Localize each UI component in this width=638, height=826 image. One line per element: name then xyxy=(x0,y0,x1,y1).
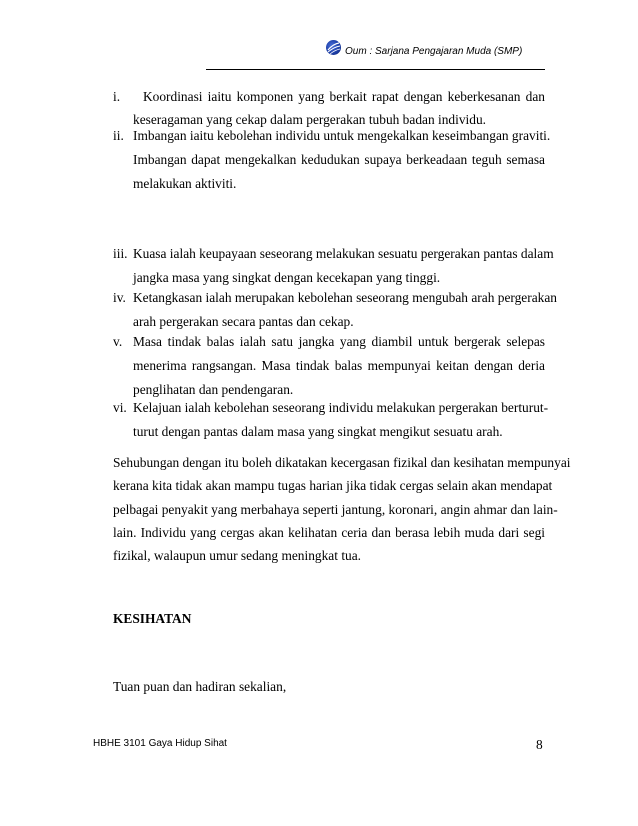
page-header xyxy=(206,38,545,70)
salutation: Tuan puan dan hadiran sekalian, xyxy=(113,679,287,694)
list-line: Kuasa ialah keupayaan seseorang melakukan sesuatu pergerakan pantas dalam xyxy=(133,246,554,261)
paragraph-line: pelbagai penyakit yang merbahaya seperti jantung, koronari, angin ahmar dan lain- xyxy=(113,502,558,517)
list-line: Kelajuan ialah kebolehan seseorang individu melakukan pergerakan berturut- xyxy=(133,400,549,415)
list-line: Ketangkasan ialah merupakan kebolehan seseorang mengubah arah pergerakan xyxy=(133,290,557,305)
list-line: keseragaman yang cekap dalam pergerakan tubuh badan individu. xyxy=(133,112,486,127)
list-line: arah pergerakan secara pantas dan cekap. xyxy=(133,314,354,329)
list-line: melakukan aktiviti. xyxy=(133,176,237,191)
list-line: Koordinasi iaitu komponen yang berkait rapat dengan keberkesanan dan xyxy=(143,89,545,104)
paragraph-line: kerana kita tidak akan mampu tugas harian jika tidak cergas selain akan mendapat xyxy=(113,478,553,493)
list-line: Imbangan dapat mengekalkan kedudukan supaya berkeadaan teguh semasa xyxy=(133,152,545,167)
list-line: menerima rangsangan. Masa tindak balas mempunyai keitan dengan deria xyxy=(133,358,545,373)
list-marker: ii. xyxy=(113,128,124,143)
list-marker: i. xyxy=(113,89,121,104)
section-heading: KESIHATAN xyxy=(113,611,192,626)
paragraph-line: Sehubungan dengan itu boleh dikatakan kecergasan fizikal dan kesihatan mempunyai xyxy=(113,455,571,470)
page-number: 8 xyxy=(536,737,543,752)
list-line: penglihatan dan pendengaran. xyxy=(133,382,294,397)
list-marker: iii. xyxy=(113,246,128,261)
list-line: jangka masa yang singkat dengan kecekapan yang tinggi. xyxy=(133,270,441,285)
list-marker: iv. xyxy=(113,290,126,305)
header-title: Oum : Sarjana Pengajaran Muda (SMP) xyxy=(345,46,523,57)
list-line: Imbangan iaitu kebolehan individu untuk mengekalkan keseimbangan graviti. xyxy=(133,128,551,143)
list-line: Masa tindak balas ialah satu jangka yang diambil untuk bergerak selepas xyxy=(133,334,545,349)
list-marker: v. xyxy=(113,334,123,349)
list-line: turut dengan pantas dalam masa yang singkat mengikut sesuatu arah. xyxy=(133,424,503,439)
list-marker: vi. xyxy=(113,400,127,415)
footer-course: HBHE 3101 Gaya Hidup Sihat xyxy=(93,738,227,749)
paragraph-line: fizikal, walaupun umur sedang meningkat tua. xyxy=(113,548,362,563)
oum-globe-icon xyxy=(326,40,341,55)
paragraph-line: lain. Individu yang cergas akan kelihatan ceria dan berasa lebih muda dari segi xyxy=(113,525,545,540)
